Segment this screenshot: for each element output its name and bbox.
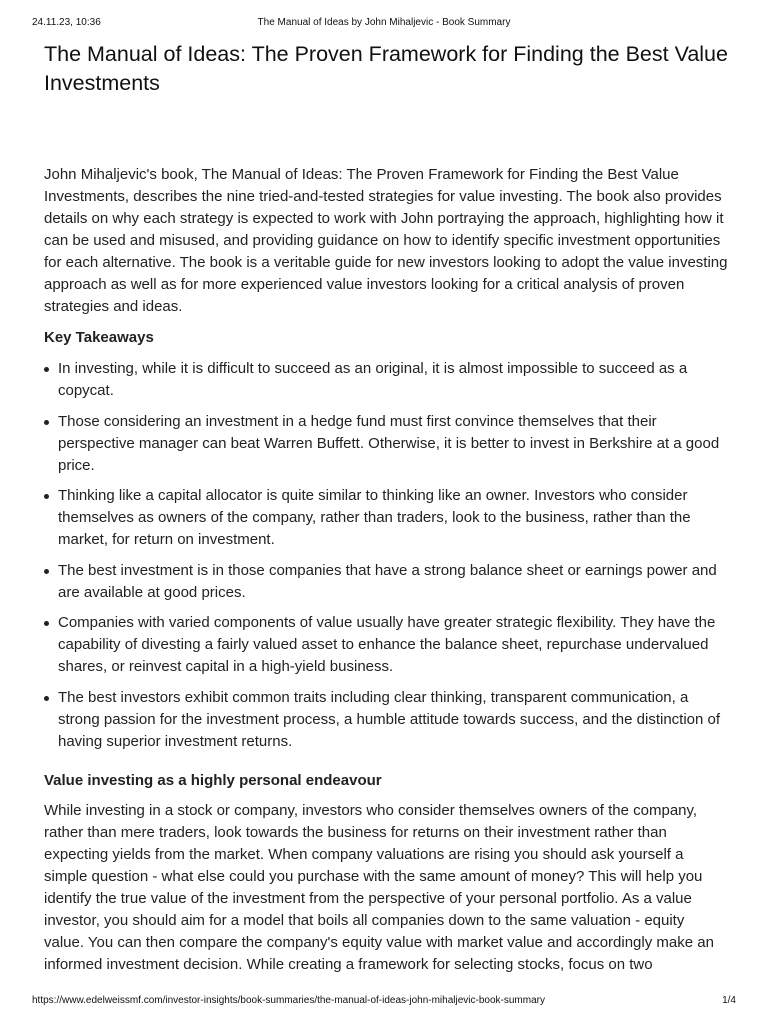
takeaway-text: Those considering an investment in a hedge fund must first convince themselves that their perspective manager can beat Warren Buffett. Otherwise, it is better to invest in Berkshire at a good price. [58, 412, 720, 474]
page-url: https://www.edelweissmf.com/investor-insights/book-summaries/the-manual-of-ideas-john-mihaljevic-book-summary [32, 995, 545, 1006]
takeaway-text: In investing, while it is difficult to succeed as an original, it is almost impossible to succeed as a copycat. [58, 360, 688, 399]
bullet-icon [44, 420, 49, 425]
section-paragraph: While investing in a stock or company, investors who consider themselves owners of the company, rather than mere traders, look towards the business for returns on their investment rather than expecting yields from the market. When company valuations are rising you should ask yourself a simple question - what else could you purchase with the same amount of money? This will help you identify the true value of the investment from the perspective of your personal portfolio. As a value investor, you should aim for a model that boils all companies down to the same valuation - equity value. You can then compare the company's equity value with market value and accordingly make an informed investment decision. While creating a framework for selecting stocks, focus on two [44, 801, 714, 973]
section-heading: Value investing as a highly personal endeavour [44, 771, 382, 789]
article [44, 40, 728, 976]
intro-paragraph: John Mihaljevic's book, The Manual of Ideas: The Proven Framework for Finding the Best Value Investments, describes the nine tried-and-tested strategies for value investing. The book also provides details on why each strategy is expected to work with John portraying the approach, highlighting how it can be used and misused, and providing guidance on how to identify specific investment opportunities for each alternative. The book is a veritable guide for new investors looking to adopt the value investing approach as well as for more experienced value investors looking for a critical analysis of proven strategies and ideas. [44, 166, 728, 315]
takeaway-text: The best investors exhibit common traits including clear thinking, transparent communication, a strong passion for the investment process, a humble attitude towards success, and the distinction of having superior investment returns. [58, 688, 721, 750]
list-item [44, 485, 728, 551]
list-item [44, 560, 728, 604]
bullet-icon [44, 621, 49, 626]
list-item [44, 358, 728, 402]
print-page-title: The Manual of Ideas by John Mihaljevic - Book Summary [257, 17, 511, 28]
article-title: The Manual of Ideas: The Proven Framework for Finding the Best Value Investments [44, 42, 728, 95]
list-item [44, 411, 728, 477]
bullet-icon [44, 494, 49, 499]
takeaway-text: Thinking like a capital allocator is quite similar to thinking like an owner. Investors who consider themselves as owners of the company, rather than traders, look to the business, rather than the market, for return on investment. [58, 487, 691, 548]
bullet-icon [44, 367, 49, 372]
page-number: 1/4 [722, 995, 736, 1006]
bullet-icon [44, 696, 49, 701]
takeaway-text: Companies with varied components of value usually have greater strategic flexibility. They have the capability of divesting a fairly valued asset to enhance the balance sheet, repurchase undervalued shares, or reinvest capital in a high-yield business. [58, 614, 716, 675]
list-item [44, 612, 728, 678]
takeaway-text: The best investment is in those companies that have a strong balance sheet or earnings power and are available at good prices. [58, 561, 717, 601]
print-footer [32, 994, 736, 1008]
print-header [32, 16, 736, 30]
key-takeaways-list [44, 358, 728, 753]
key-takeaways-heading: Key Takeaways [44, 329, 154, 346]
print-date: 24.11.23, 10:36 [32, 17, 101, 28]
list-item [44, 687, 728, 753]
bullet-icon [44, 569, 49, 574]
